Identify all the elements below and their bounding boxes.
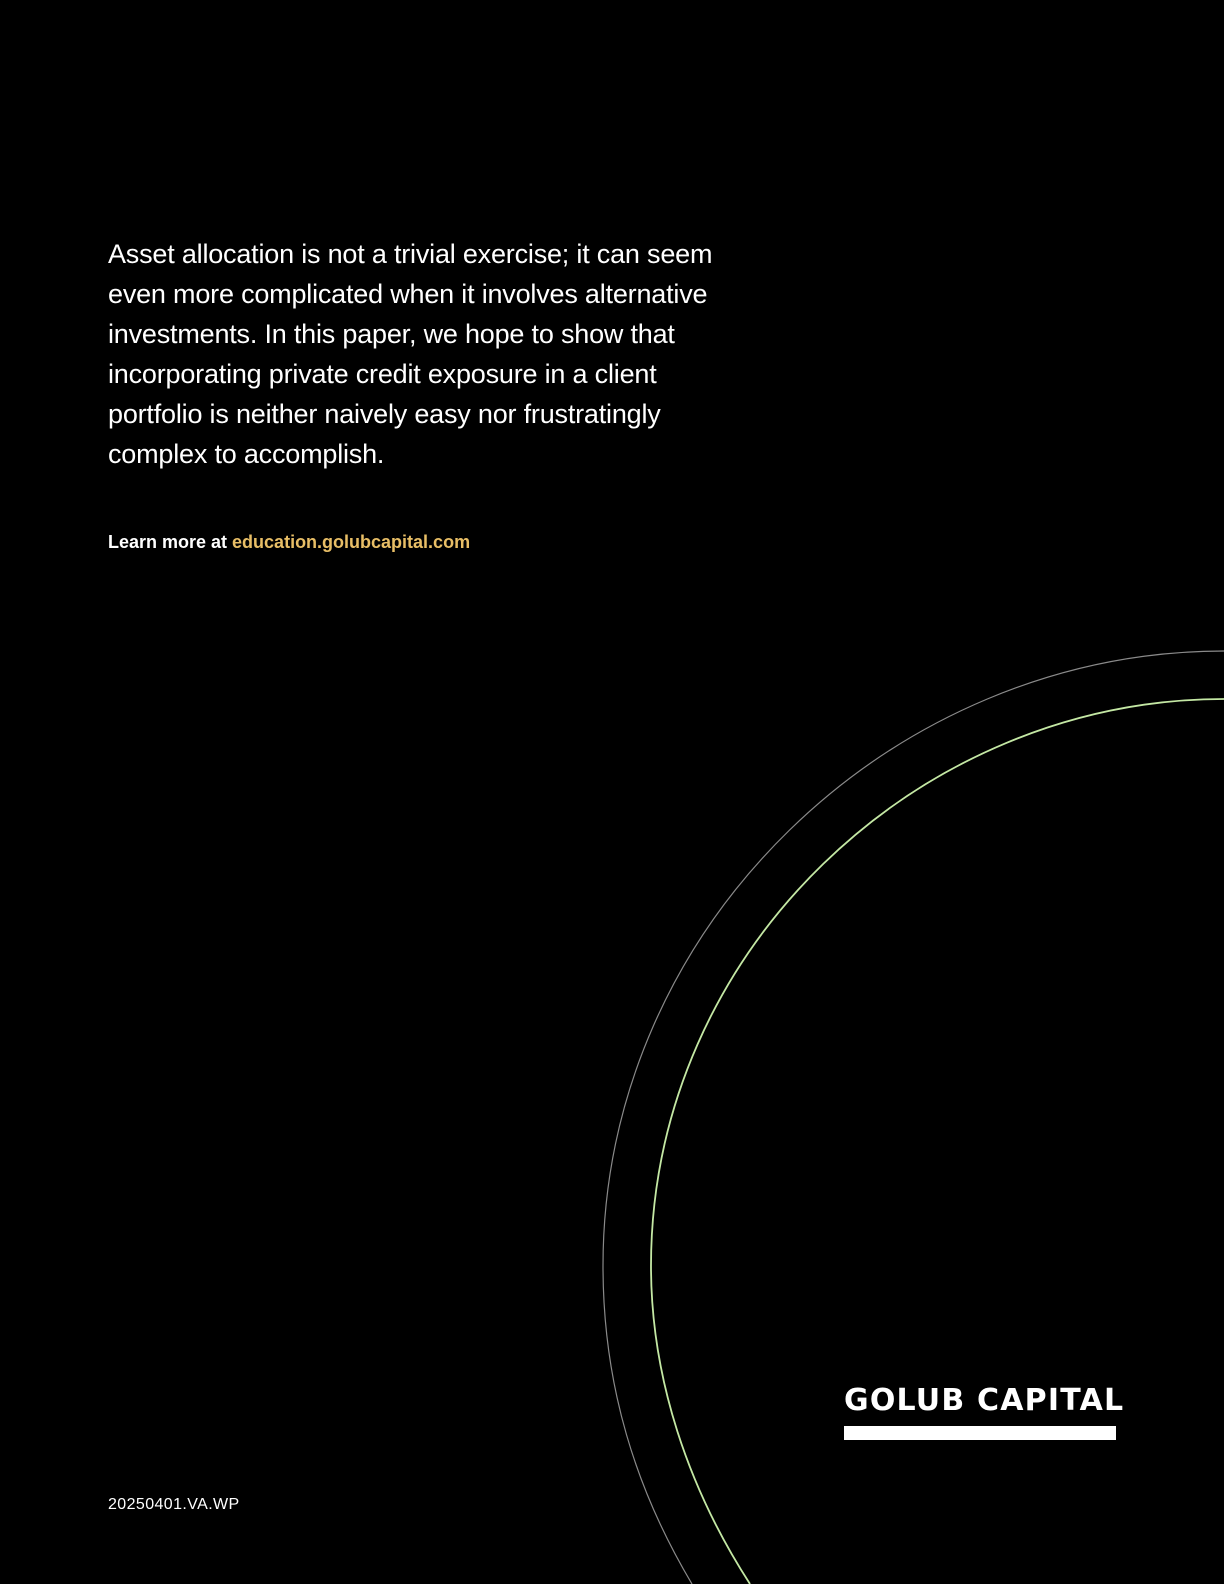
logo-underline-bar	[844, 1426, 1116, 1440]
intro-paragraph: Asset allocation is not a trivial exercise; it can seem even more complicated when it involves alternative investments. In this paper, we hope to show that incorporating private credit exposure in a client portfolio is neither naively easy nor frustratingly complex to accomplish.	[108, 239, 713, 469]
learn-more-line	[108, 530, 470, 554]
logo-wordmark: GOLUB CAPITAL	[844, 1383, 1125, 1418]
education-site-link[interactable]: education.golubcapital.com	[232, 532, 471, 552]
learn-more-prefix: Learn more at	[108, 532, 233, 552]
inner-green-arc	[651, 699, 1224, 1584]
document-code: 20250401.VA.WP	[108, 1496, 240, 1513]
golub-capital-logo	[844, 1383, 1125, 1440]
